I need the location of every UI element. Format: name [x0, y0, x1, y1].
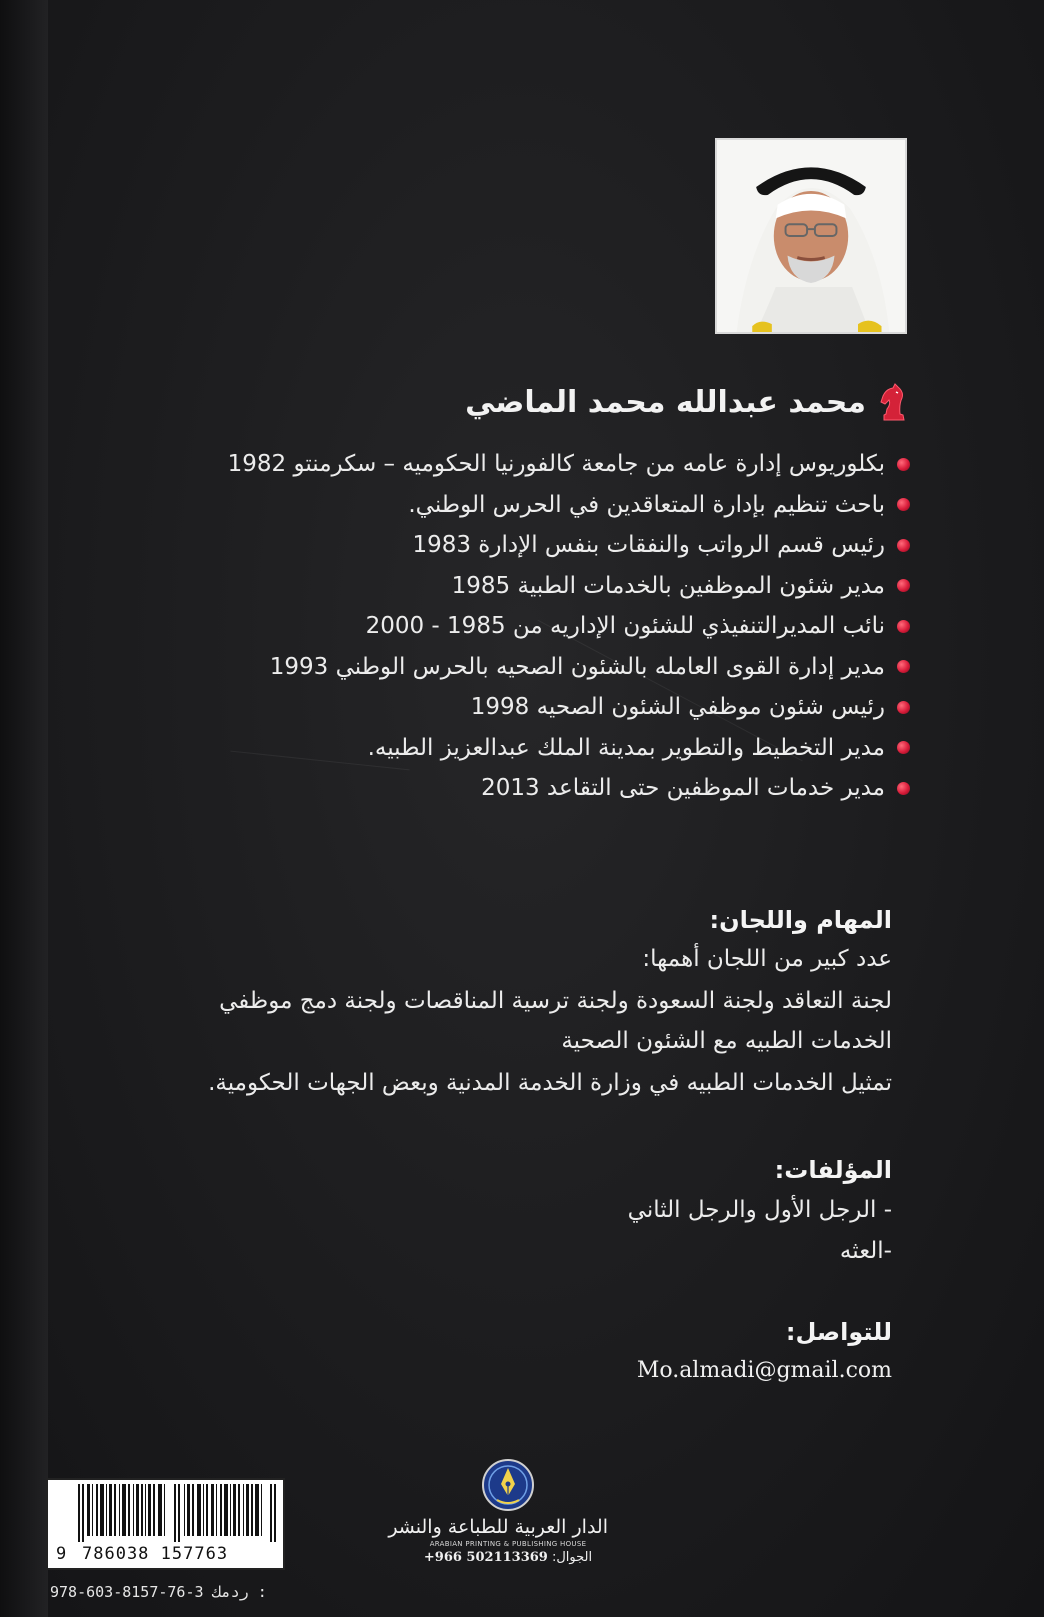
- tasks-line: لجنة التعاقد ولجنة السعودة ولجنة ترسية المناقصات ولجنة دمج موظفي: [219, 988, 892, 1014]
- isbn-label: ردمك :: [212, 1583, 267, 1601]
- phone-number: +966 502113369: [423, 1550, 548, 1565]
- tasks-line: عدد كبير من اللجان أهمها:: [642, 946, 892, 972]
- works-heading: المؤلفات:: [774, 1156, 892, 1184]
- list-item: بكلوريوس إدارة عامه من جامعة كالفورنيا الحكوميه – سكرمنتو 1982: [150, 444, 910, 485]
- isbn-line: [50, 1583, 267, 1601]
- list-item: مدير شئون الموظفين بالخدمات الطبية 1985: [150, 566, 910, 607]
- barcode-bars: [78, 1484, 278, 1542]
- bullet-icon: [897, 620, 910, 633]
- publisher-name-ar: الدار العربية للطباعة والنشر: [388, 1516, 608, 1538]
- publisher-block: [388, 1458, 608, 1608]
- publisher-name-en: ARABIAN PRINTING & PUBLISHING HOUSE: [429, 1540, 587, 1548]
- chess-knight-icon: [876, 382, 910, 422]
- list-item: رئيس شئون موظفي الشئون الصحيه 1998: [150, 687, 910, 728]
- publisher-phone: [408, 1550, 608, 1565]
- list-item: مدير خدمات الموظفين حتى التقاعد 2013: [150, 768, 910, 809]
- works-item: -العثه: [839, 1238, 892, 1264]
- list-item: باحث تنظيم بإدارة المتعاقدين في الحرس الوطني.: [150, 485, 910, 526]
- bullet-icon: [897, 539, 910, 552]
- contact-email[interactable]: Mo.almadi@gmail.com: [636, 1358, 892, 1383]
- list-item: مدير التخطيط والتطوير بمدينة الملك عبدالعزيز الطبيه.: [150, 728, 910, 769]
- pen-nib-globe-icon: [481, 1458, 535, 1512]
- works-item: - الرجل الأول والرجل الثاني: [627, 1197, 892, 1223]
- spine-edge: [0, 0, 48, 1617]
- bullet-icon: [897, 458, 910, 471]
- isbn-number: 978-603-8157-76-3: [50, 1583, 204, 1601]
- bullet-icon: [897, 701, 910, 714]
- tasks-line: الخدمات الطبيه مع الشئون الصحية: [561, 1028, 892, 1054]
- bullet-icon: [897, 579, 910, 592]
- list-item: نائب المديرالتنفيذي للشئون الإداريه من 1985 - 2000: [150, 606, 910, 647]
- biography-list: [150, 444, 910, 809]
- contact-heading: للتواصل:: [785, 1318, 892, 1346]
- bullet-icon: [897, 782, 910, 795]
- author-photo: [715, 138, 907, 334]
- isbn-barcode: 9 786038 157763: [46, 1478, 285, 1570]
- bullet-icon: [897, 498, 910, 511]
- list-item: مدير إدارة القوى العامله بالشئون الصحيه بالحرس الوطني 1993: [150, 647, 910, 688]
- author-name: محمد عبدالله محمد الماضي: [465, 384, 866, 420]
- tasks-heading: المهام واللجان:: [709, 906, 892, 934]
- list-item: رئيس قسم الرواتب والنفقات بنفس الإدارة 1983: [150, 525, 910, 566]
- phone-label: الجوال:: [551, 1550, 593, 1565]
- author-heading: [465, 378, 910, 426]
- bullet-icon: [897, 660, 910, 673]
- bullet-icon: [897, 741, 910, 754]
- tasks-line: تمثيل الخدمات الطبيه في وزارة الخدمة المدنية وبعض الجهات الحكومية.: [208, 1070, 892, 1096]
